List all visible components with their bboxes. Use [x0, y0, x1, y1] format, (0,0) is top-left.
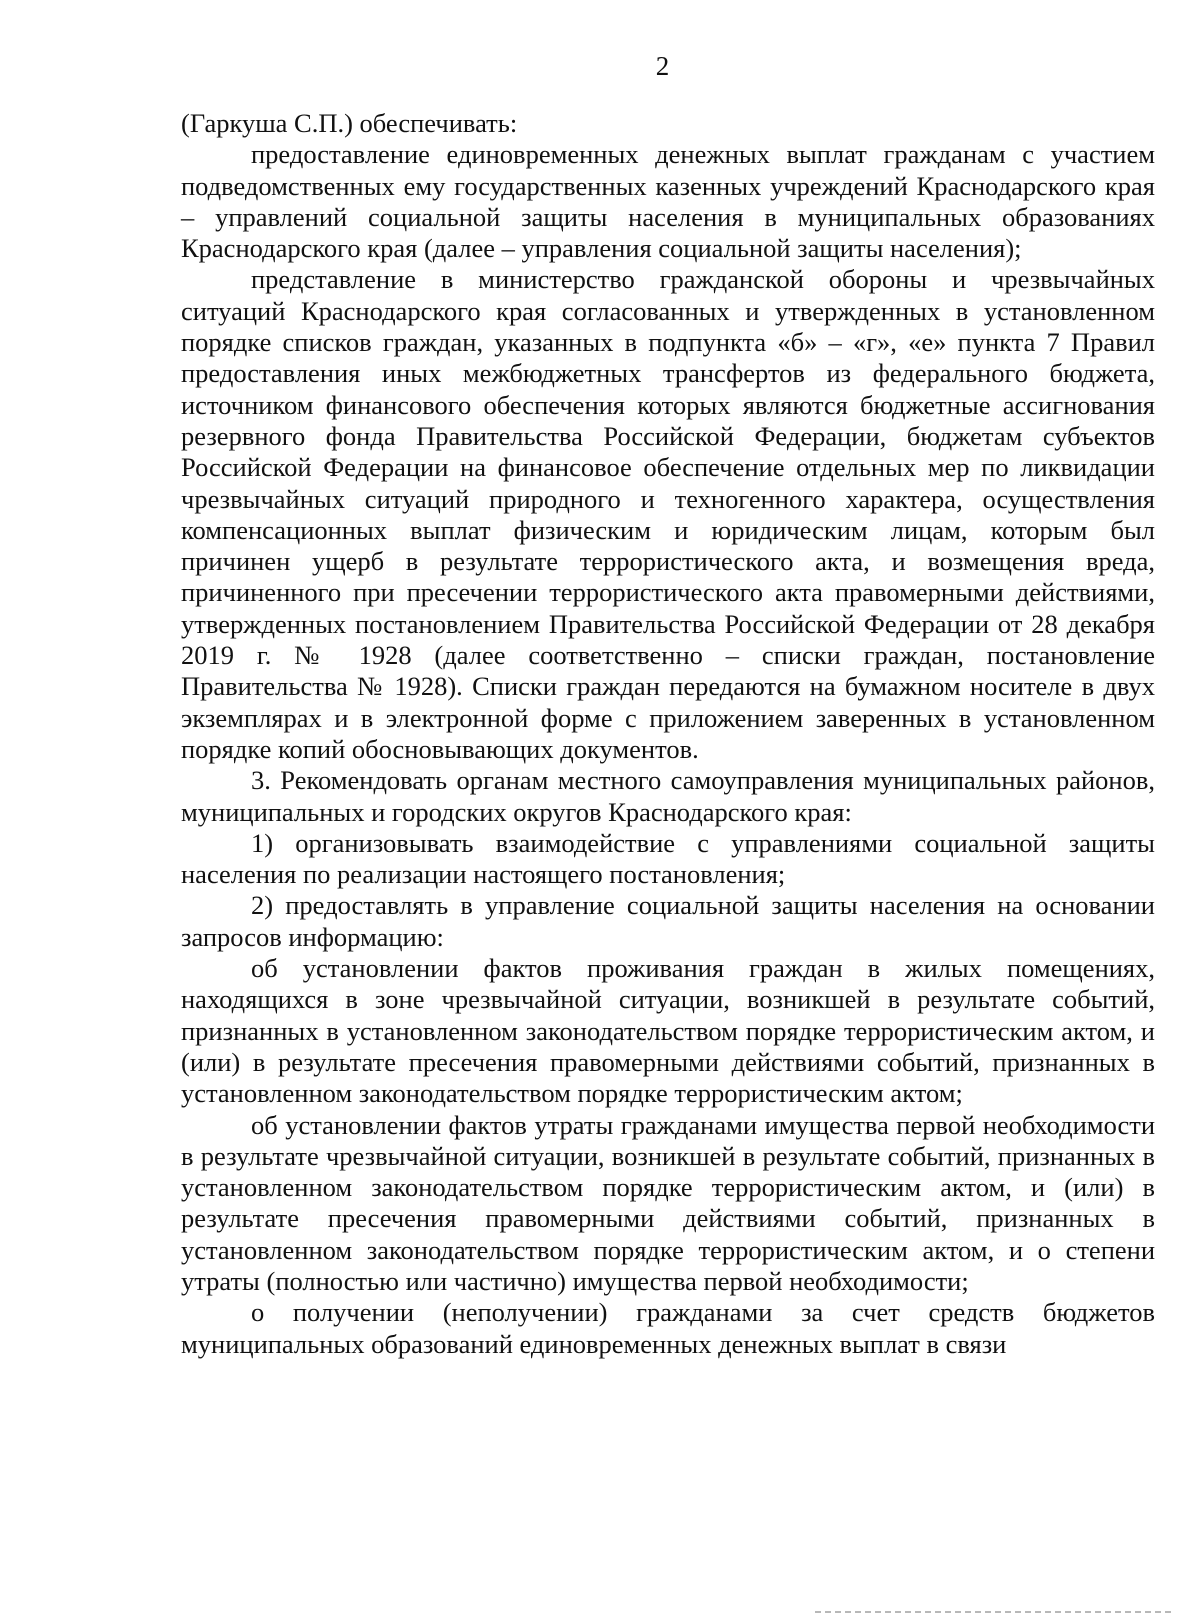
paragraph-subitem-2-information: 2) предоставлять в управление социальной защиты населения на основании запросов информацию:: [181, 890, 1155, 952]
paragraph-subitem-1-cooperation: 1) организовывать взаимодействие с управлениями социальной защиты населения по реализации настоящего постановления;: [181, 827, 1155, 890]
scan-edge-mark: [815, 1611, 1175, 1613]
paragraph-residence-facts: об установлении фактов проживания граждан в жилых помещениях, находящихся в зоне чрезвычайной ситуации, возникшей в результате событий, признанных в установленном законодательством порядке террористическим актом, и (или) в результате пресечения правомерными действиями событий, признанных в установленном законодательством порядке террористическим актом;: [181, 953, 1155, 1109]
paragraph-payments-receipt: о получении (неполучении) гражданами за счет средств бюджетов муниципальных образований единовременных денежных выплат в связи: [181, 1297, 1155, 1359]
paragraph-responsible-person: (Гаркуша С.П.) обеспечивать:: [181, 108, 518, 138]
paragraph-item-3-recommendation: 3. Рекомендовать органам местного самоуправления муниципальных районов, муниципальных и городских округов Краснодарского края:: [181, 765, 1155, 827]
paragraph-payments-provision: предоставление единовременных денежных выплат гражданам с участием подведомственных ему государственных казенных учреждений Краснодарского края – управлений социальной защиты населения в муниципальных образованиях Краснодарского края (далее – управления социальной защиты населения);: [181, 139, 1155, 264]
paragraph-property-loss-facts: об установлении фактов утраты гражданами имущества первой необходимости в результате чрезвычайной ситуации, возникшей в результате событий, признанных в установленном законодательством порядке террористическим актом, и (или) в результате пресечения правомерными действиями событий, признанных в установленном законодательством порядке террористическим актом, и о степени утраты (полностью или частично) имущества первой необходимости;: [181, 1109, 1155, 1296]
document-body: [181, 108, 1155, 1360]
paragraph-citizen-lists-submission: представление в министерство гражданской обороны и чрезвычайных ситуаций Краснодарского края согласованных и утвержденных в установленном порядке списков граждан, указанных в подпункта «б» – «г», «е» пункта 7 Правил предоставления иных межбюджетных трансфертов из федерального бюджета, источником финансового обеспечения которых являются бюджетные ассигнования резервного фонда Правительства Российской Федерации, бюджетам субъектов Российской Федерации на финансовое обеспечение отдельных мер по ликвидации чрезвычайных ситуаций природного и техногенного характера, осуществления компенсационных выплат физическим и юридическим лицам, которым был причинен ущерб в результате террористического акта, и возмещения вреда, причиненного при пресечении террористического акта правомерными действиями, утвержденных постановлением Правительства Российской Федерации от 28 декабря 2019 г. № 1928 (далее соответственно – списки граждан, постановление Правительства № 1928). Списки граждан передаются на бумажном носителе в двух экземплярах и в электронной форме с приложением заверенных в установленном порядке копий обосновывающих документов.: [181, 264, 1155, 764]
page-number: 2: [655, 51, 670, 81]
